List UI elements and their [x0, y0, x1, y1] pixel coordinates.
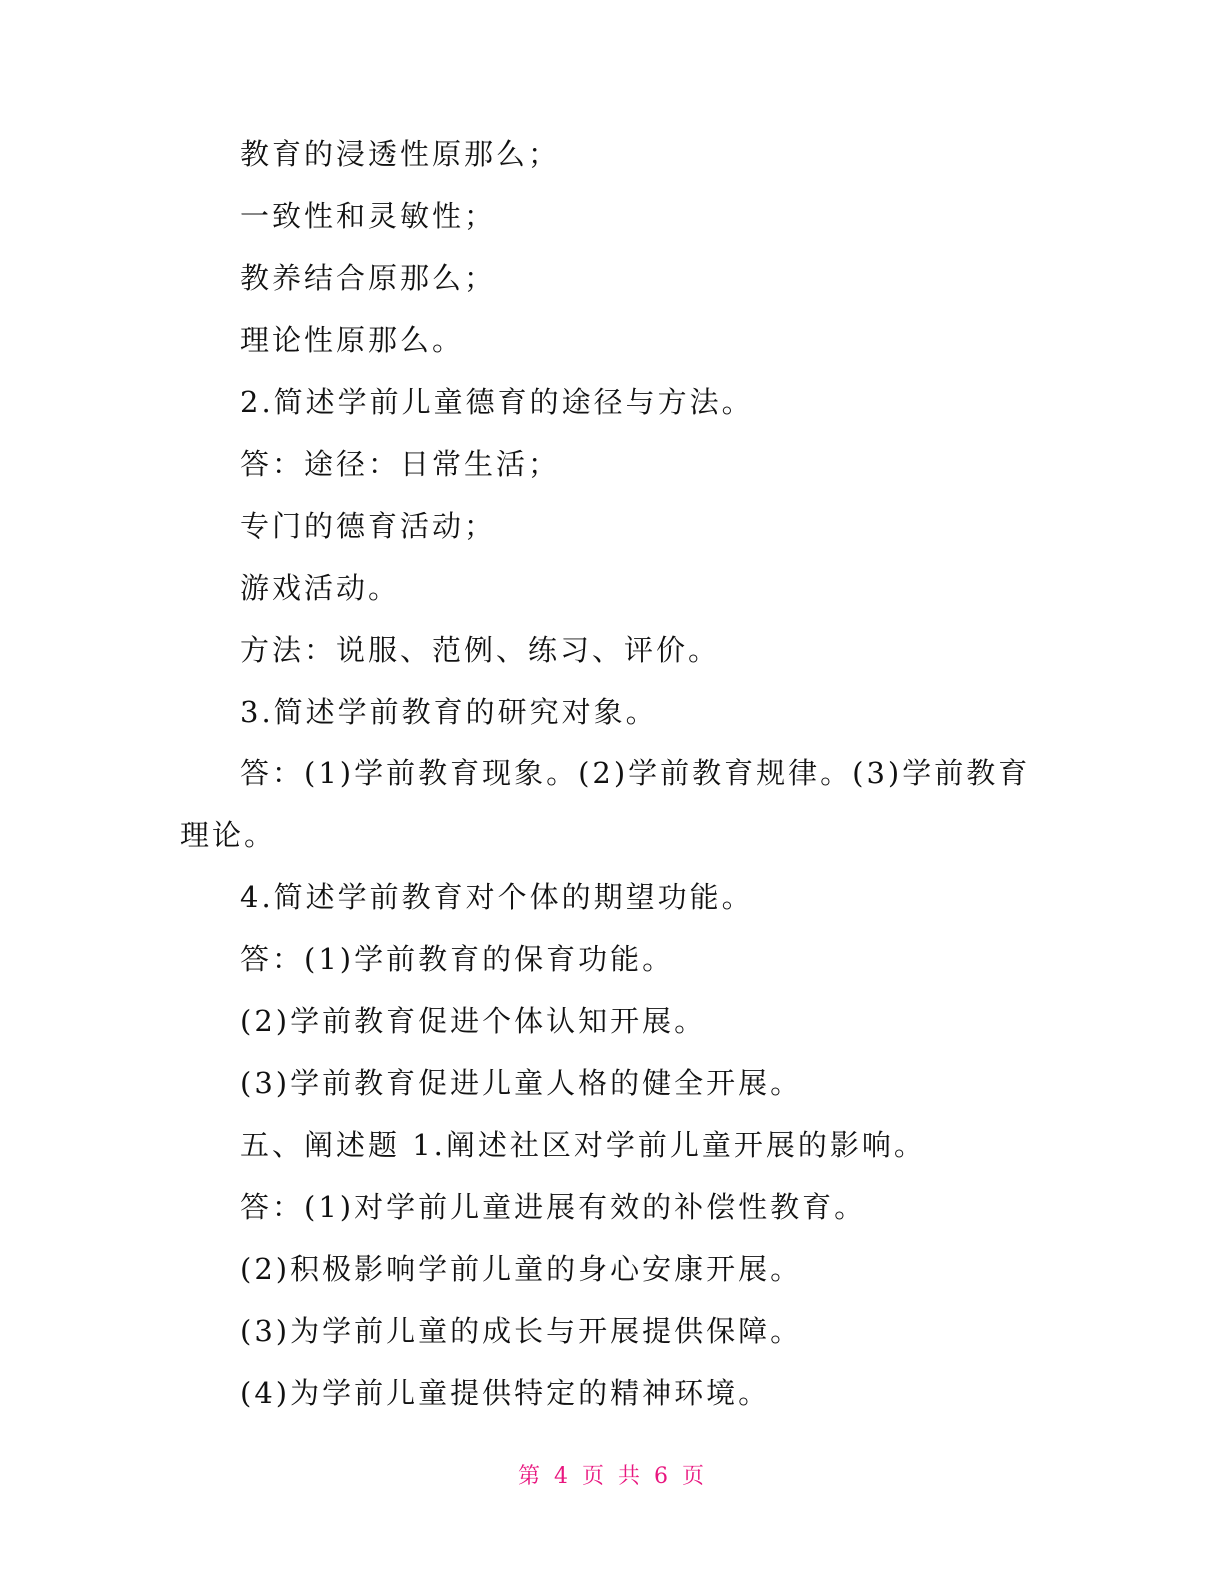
text-line: 方法：说服、范例、练习、评价。 — [240, 633, 721, 667]
answer-line: 答：途径：日常生活； — [240, 447, 561, 481]
text-line: (2)积极影响学前儿童的身心安康开展。 — [240, 1252, 803, 1286]
question-heading: 2.简述学前儿童德育的途径与方法。 — [240, 385, 754, 419]
text-line: 理论性原那么。 — [240, 323, 465, 357]
question-heading: 3.简述学前教育的研究对象。 — [240, 695, 658, 729]
footer-total-word: 共 — [618, 1464, 643, 1489]
text-line: (3)学前教育促进儿童人格的健全开展。 — [240, 1066, 803, 1100]
footer-current-page: 4 — [553, 1464, 570, 1489]
footer-page-word: 页 — [581, 1464, 606, 1489]
text-line: (4)为学前儿童提供特定的精神环境。 — [240, 1376, 771, 1410]
section-heading: 五、阐述题 1.阐述社区对学前儿童开展的影响。 — [240, 1128, 926, 1162]
text-line: (3)为学前儿童的成长与开展提供保障。 — [240, 1314, 803, 1348]
footer-prefix: 第 — [517, 1464, 542, 1489]
footer-suffix: 页 — [682, 1464, 707, 1489]
text-line: (2)学前教育促进个体认知开展。 — [240, 1004, 707, 1038]
text-line: 游戏活动。 — [240, 571, 401, 605]
text-line: 教养结合原那么； — [240, 261, 497, 295]
text-line: 专门的德育活动； — [240, 509, 497, 543]
text-line: 教育的浸透性原那么； — [240, 137, 561, 171]
answer-line: 答：(1)对学前儿童进展有效的补偿性教育。 — [240, 1190, 867, 1224]
answer-line: 答：(1)学前教育的保育功能。 — [240, 942, 675, 976]
page-footer — [0, 1462, 1224, 1492]
text-line: 一致性和灵敏性； — [240, 199, 497, 233]
text-line: 理论。 — [180, 818, 277, 852]
question-heading: 4.简述学前教育对个体的期望功能。 — [240, 880, 754, 914]
footer-total-pages: 6 — [654, 1464, 671, 1489]
answer-line: 答：(1)学前教育现象。(2)学前教育规律。(3)学前教育 — [240, 756, 1031, 790]
